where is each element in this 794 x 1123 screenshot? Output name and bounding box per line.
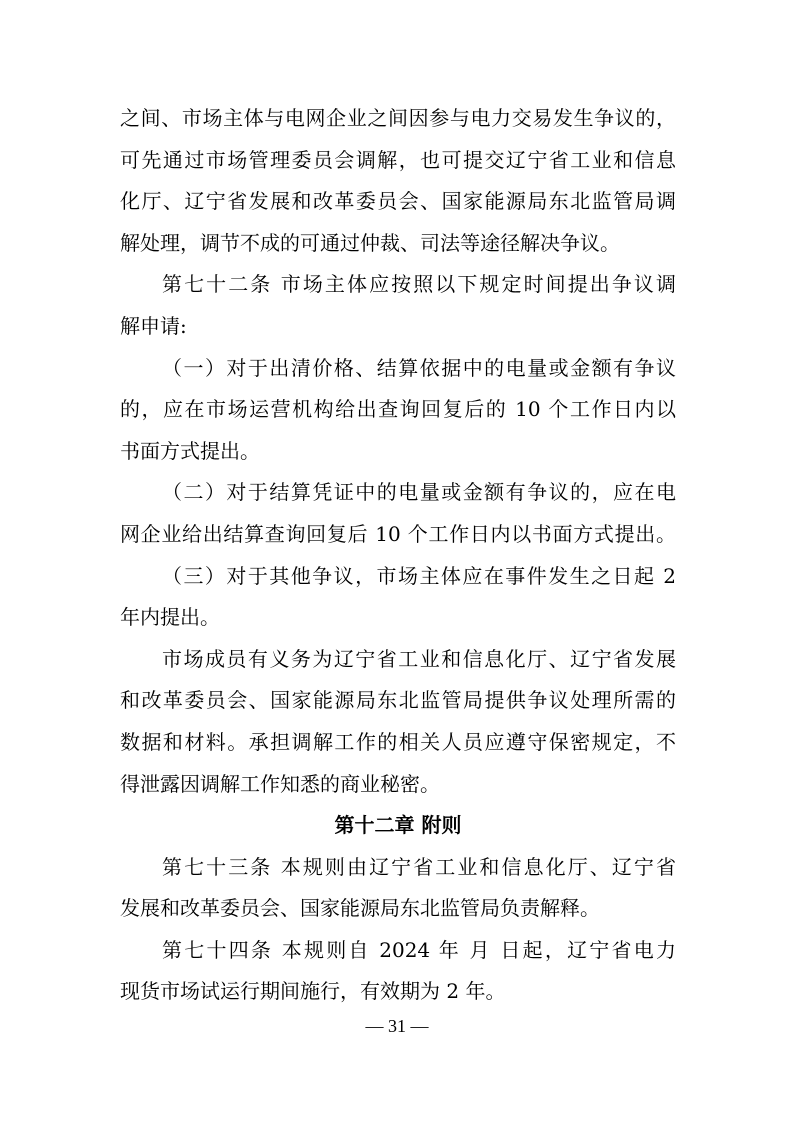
chapter-heading: 第十二章 附则 bbox=[334, 813, 462, 838]
text-line: 解处理，调节不成的可通过仲裁、司法等途径解决争议。 bbox=[120, 230, 620, 255]
text-line: 和改革委员会、国家能源局东北监管局提供争议处理所需的 bbox=[120, 688, 676, 713]
article-73-line: 第七十三条 本规则由辽宁省工业和信息化厅、辽宁省 bbox=[162, 854, 676, 879]
item-3-line: （三）对于其他争议，市场主体应在事件发生之日起 2 bbox=[162, 563, 676, 588]
text-line: 得泄露因调解工作知悉的商业秘密。 bbox=[120, 771, 440, 796]
article-74-line: 第七十四条 本规则自 2024 年 月 日起，辽宁省电力 bbox=[162, 937, 676, 962]
item-1-line: （一）对于出清价格、结算依据中的电量或金额有争议 bbox=[162, 355, 676, 380]
item-2-line: （二）对于结算凭证中的电量或金额有争议的，应在电 bbox=[162, 480, 676, 505]
text-line: 数据和材料。承担调解工作的相关人员应遵守保密规定，不 bbox=[120, 729, 676, 754]
paragraph-line: 市场成员有义务为辽宁省工业和信息化厅、辽宁省发展 bbox=[162, 646, 676, 671]
text-line: 的，应在市场运营机构给出查询回复后的 10 个工作日内以 bbox=[120, 397, 676, 422]
text-line: 书面方式提出。 bbox=[120, 438, 260, 463]
text-line: 发展和改革委员会、国家能源局东北监管局负责解释。 bbox=[120, 896, 600, 921]
text-line: 现货市场试运行期间施行，有效期为 2 年。 bbox=[120, 979, 506, 1004]
text-line: 化厅、辽宁省发展和改革委员会、国家能源局东北监管局调 bbox=[120, 189, 676, 214]
text-line: 解申请: bbox=[120, 313, 187, 338]
page-number: — 31 — bbox=[365, 1016, 429, 1036]
article-72-line: 第七十二条 市场主体应按照以下规定时间提出争议调 bbox=[162, 272, 676, 297]
document-body bbox=[120, 98, 676, 1013]
text-line: 可先通过市场管理委员会调解，也可提交辽宁省工业和信息 bbox=[120, 147, 676, 172]
text-line: 网企业给出结算查询回复后 10 个工作日内以书面方式提出。 bbox=[120, 521, 676, 546]
text-line: 年内提出。 bbox=[120, 605, 220, 630]
text-line: 之间、市场主体与电网企业之间因参与电力交易发生争议的， bbox=[120, 106, 676, 130]
